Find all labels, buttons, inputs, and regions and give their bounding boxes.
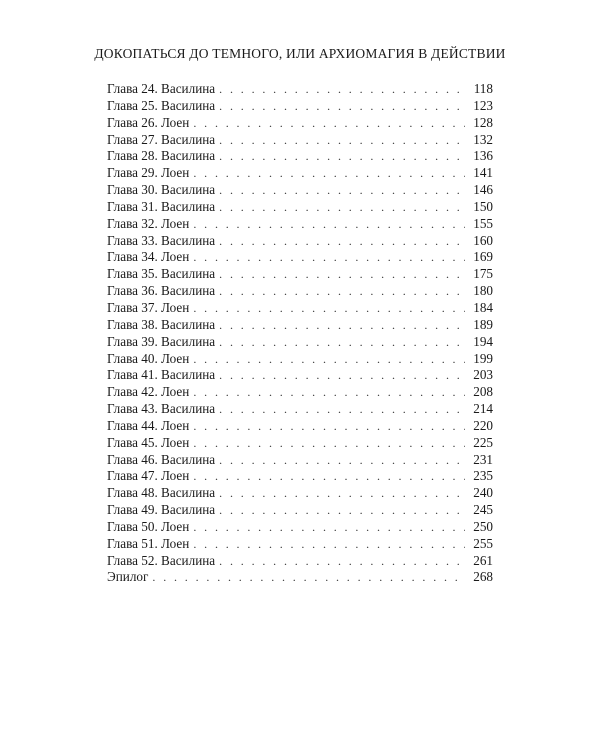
toc-entry-title: Глава 42. Лоен (107, 384, 190, 400)
toc-entry-page: 160 (473, 232, 493, 248)
toc-entry-title: Глава 51. Лоен (107, 535, 190, 551)
toc-entry-page: 240 (473, 485, 493, 501)
toc-entry (107, 384, 493, 401)
toc-entry-page: 128 (473, 114, 493, 130)
toc-entry-page: 146 (473, 182, 493, 198)
toc-entry (107, 266, 493, 283)
toc-entry (107, 536, 493, 553)
toc-entry-page: 180 (473, 283, 493, 299)
toc-entry-page: 189 (473, 316, 493, 332)
dot-leader (219, 283, 465, 300)
toc-entry-title: Глава 26. Лоен (107, 114, 190, 130)
toc-entry-page: 175 (473, 266, 493, 282)
toc-entry-page: 245 (473, 502, 493, 518)
dot-leader (193, 536, 465, 553)
toc-entry (107, 199, 493, 216)
toc-entry-title: Глава 34. Лоен (107, 249, 190, 265)
dot-leader (193, 468, 465, 485)
toc-entry-title: Глава 37. Лоен (107, 299, 190, 315)
dot-leader (219, 502, 465, 519)
toc-entry (107, 418, 493, 435)
toc-entry-page: 268 (473, 569, 493, 585)
toc-entry-title: Глава 38. Василина (107, 316, 216, 332)
toc-entry (107, 485, 493, 502)
toc-entry-page: 141 (473, 165, 493, 181)
dot-leader (219, 485, 465, 502)
toc-entry-page: 199 (473, 350, 493, 366)
dot-leader (193, 384, 465, 401)
toc-entry (107, 553, 493, 570)
toc-entry-page: 231 (473, 451, 493, 467)
toc-entry (107, 317, 493, 334)
toc-entry-title: Глава 44. Лоен (107, 417, 190, 433)
dot-leader (219, 317, 465, 334)
toc-entry-title: Глава 31. Василина (107, 198, 216, 214)
toc-entry (107, 165, 493, 182)
toc-entry (107, 334, 493, 351)
toc-entry (107, 468, 493, 485)
toc-entry-page: 118 (473, 81, 493, 96)
toc-entry-title: Глава 48. Василина (107, 485, 216, 501)
toc-entry (107, 300, 493, 317)
toc-entry-page: 235 (473, 468, 493, 484)
dot-leader (193, 435, 465, 452)
toc-entry-title: Эпилог (107, 569, 149, 585)
toc-entry-page: 136 (473, 148, 493, 164)
toc-entry (107, 233, 493, 250)
toc-entry (107, 435, 493, 452)
dot-leader (152, 569, 465, 586)
toc-entry-title: Глава 39. Василина (107, 333, 216, 349)
dot-leader (193, 165, 465, 182)
toc-entry-title: Глава 24. Василина (107, 81, 216, 96)
toc-entry-title: Глава 47. Лоен (107, 468, 190, 484)
toc-entry-page: 194 (473, 333, 493, 349)
toc-entry-title: Глава 29. Лоен (107, 165, 190, 181)
toc-entry (107, 249, 493, 266)
toc-entry-title: Глава 46. Василина (107, 451, 216, 467)
toc-entry-page: 203 (473, 367, 493, 383)
toc-entry-page: 208 (473, 384, 493, 400)
toc-entry (107, 98, 493, 115)
dot-leader (219, 266, 465, 283)
dot-leader (193, 216, 465, 233)
dot-leader (193, 300, 465, 317)
toc-entry-page: 250 (473, 518, 493, 534)
dot-leader (219, 334, 465, 351)
dot-leader (219, 553, 465, 570)
toc-entry-title: Глава 52. Василина (107, 552, 216, 568)
toc-entry-title: Глава 45. Лоен (107, 434, 190, 450)
toc-entry (107, 502, 493, 519)
toc-entry-title: Глава 32. Лоен (107, 215, 190, 231)
toc-entry-title: Глава 40. Лоен (107, 350, 190, 366)
dot-leader (219, 367, 465, 384)
dot-leader (193, 249, 465, 266)
dot-leader (219, 452, 465, 469)
dot-leader (193, 519, 465, 536)
toc-entry (107, 81, 493, 98)
toc-entry-title: Глава 43. Василина (107, 401, 216, 417)
running-header: ДОКОПАТЬСЯ ДО ТЕМНОГО, ИЛИ АРХИОМАГИЯ В ДЕЙСТВИИ (94, 46, 506, 61)
toc-entry-page: 155 (473, 215, 493, 231)
toc-entry-page: 132 (473, 131, 493, 147)
toc-entry (107, 351, 493, 368)
dot-leader (219, 199, 465, 216)
dot-leader (219, 81, 465, 98)
table-of-contents (107, 81, 493, 586)
toc-entry-title: Глава 28. Василина (107, 148, 216, 164)
toc-entry-page: 255 (473, 535, 493, 551)
toc-entry (107, 452, 493, 469)
dot-leader (219, 233, 465, 250)
toc-entry-title: Глава 25. Василина (107, 97, 216, 113)
toc-entry-title: Глава 36. Василина (107, 283, 216, 299)
toc-entry (107, 115, 493, 132)
toc-entry-title: Глава 35. Василина (107, 266, 216, 282)
toc-entry-title: Глава 33. Василина (107, 232, 216, 248)
toc-entry-title: Глава 30. Василина (107, 182, 216, 198)
toc-entry-title: Глава 49. Василина (107, 502, 216, 518)
toc-entry (107, 148, 493, 165)
toc-entry (107, 401, 493, 418)
toc-entry-page: 169 (473, 249, 493, 265)
dot-leader (219, 98, 465, 115)
toc-entry (107, 182, 493, 199)
toc-entry-page: 220 (473, 417, 493, 433)
toc-entry-page: 214 (473, 401, 493, 417)
toc-entry-title: Глава 27. Василина (107, 131, 216, 147)
dot-leader (219, 148, 465, 165)
dot-leader (193, 351, 465, 368)
dot-leader (219, 182, 465, 199)
toc-entry-title: Глава 41. Василина (107, 367, 216, 383)
toc-entry-title: Глава 50. Лоен (107, 518, 190, 534)
toc-entry (107, 367, 493, 384)
toc-entry-page: 261 (473, 552, 493, 568)
toc-entry (107, 519, 493, 536)
dot-leader (193, 418, 465, 435)
toc-entry-page: 225 (473, 434, 493, 450)
toc-entry-page: 123 (473, 97, 493, 113)
toc-entry (107, 216, 493, 233)
dot-leader (219, 132, 465, 149)
toc-entry (107, 569, 493, 586)
dot-leader (193, 115, 465, 132)
toc-entry-page: 150 (473, 198, 493, 214)
toc-entry (107, 132, 493, 149)
toc-entry-page: 184 (473, 299, 493, 315)
dot-leader (219, 401, 465, 418)
toc-entry (107, 283, 493, 300)
